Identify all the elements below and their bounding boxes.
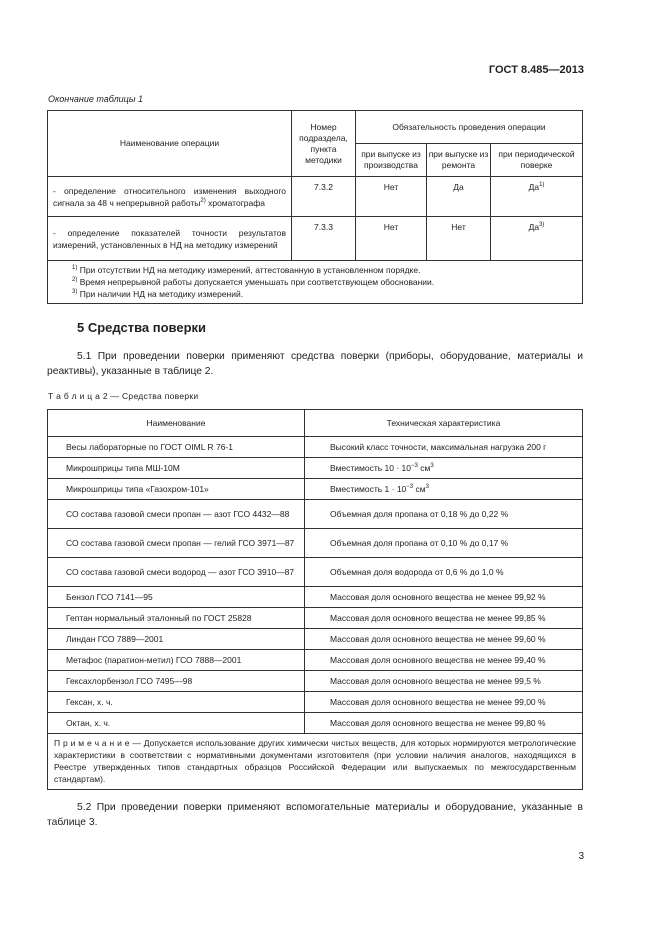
document-code: ГОСТ 8.485—2013: [488, 64, 584, 76]
table-row: [48, 500, 583, 529]
periodic-cell: $Да^{3)}$: [491, 217, 583, 261]
spec-cell: Массовая доля основного вещества не менее 99,85 %: [305, 608, 583, 629]
spec-cell: Массовая доля основного вещества не менее 99,00 %: [305, 692, 583, 713]
spec-cell: Объемная доля пропана от 0,18 % до 0,22 %: [305, 500, 583, 529]
table-row: [48, 587, 583, 608]
table-row: [48, 671, 583, 692]
header-operation: Наименование операции: [48, 111, 292, 177]
table-row: [48, 479, 583, 500]
table-1: [47, 110, 583, 304]
release-cell: Нет: [356, 217, 427, 261]
operation-cell: - определение показателей точности результатов измерений, установленных в НД на методику измерений: [48, 217, 292, 261]
footnote: $^{3)}$ При наличии НД на методику измерений.: [72, 289, 244, 299]
name-cell: СО состава газовой смеси водород — азот ГСО 3910—87: [48, 558, 305, 587]
header-spec: Техническая характеристика: [305, 410, 583, 437]
spec-cell: Объемная доля пропана от 0,10 % до 0,17 %: [305, 529, 583, 558]
spec-cell: Массовая доля основного вещества не менее 99,80 %: [305, 713, 583, 734]
paragraph-5-2: 5.2 При проведении поверки применяют вспомогательные материалы и оборудование, указанные в таблице 3.: [47, 802, 583, 828]
name-cell: Гептан нормальный эталонный по ГОСТ 25828: [48, 608, 305, 629]
table1-footnotes: [48, 261, 583, 304]
footnote: $^{2)}$ Время непрерывной работы допускается уменьшать при соответствующем обосновании.: [72, 277, 435, 287]
name-cell: Октан, х. ч.: [48, 713, 305, 734]
page-number: 3: [578, 851, 584, 862]
table-row: [48, 650, 583, 671]
repair-cell: Да: [427, 177, 491, 217]
periodic-cell: $Да^{1)}$: [491, 177, 583, 217]
table-row: [48, 458, 583, 479]
header-repair: при выпуске из ремонта: [427, 144, 491, 177]
operation-cell: - определение относительного изменения выходного сигнала за 48 ч непрерывной работы$^{2)}$ хроматографа: [48, 177, 292, 217]
table2-note: П р и м е ч а н и е — Допускается использование других химически чистых веществ, для которых нормируются метрологические характеристики в соответствии с нормативными документами изготовителя (при условии наличия аналогов, находящихся в Реестре утвержденных типов стандартных образцов Российской Федерации или выпускаемых по межгосударственным стандартам).: [48, 734, 583, 790]
header-obligation: Обязательность проведения операции: [356, 111, 583, 144]
spec-cell: Массовая доля основного вещества не менее 99,40 %: [305, 650, 583, 671]
header-name: Наименование: [48, 410, 305, 437]
table-row: [48, 692, 583, 713]
table-row: [48, 558, 583, 587]
table-row: [48, 713, 583, 734]
name-cell: Гексан, х. ч.: [48, 692, 305, 713]
name-cell: Весы лабораторные по ГОСТ OIML R 76-1: [48, 437, 305, 458]
release-cell: Нет: [356, 177, 427, 217]
name-cell: СО состава газовой смеси пропан — гелий ГСО 3971—87: [48, 529, 305, 558]
section-cell: 7.3.2: [292, 177, 356, 217]
header-periodic: при периодической поверке: [491, 144, 583, 177]
name-cell: Микрошприцы типа «Газохром-101»: [48, 479, 305, 500]
table-row: [48, 217, 583, 261]
section-cell: 7.3.3: [292, 217, 356, 261]
spec-cell: Массовая доля основного вещества не менее 99,92 %: [305, 587, 583, 608]
spec-cell: Вместимость $10 \cdot 10^{-3}$ $см^3$: [305, 458, 583, 479]
table2-caption: Т а б л и ц а 2 — Средства поверки: [48, 391, 199, 401]
table-row: [48, 529, 583, 558]
footnote: $^{1)}$ При отсутствии НД на методику измерений, аттестованную в установленном порядке.: [72, 265, 421, 275]
spec-cell: Массовая доля основного вещества не менее 99,5 %: [305, 671, 583, 692]
header-release: при выпуске из производства: [356, 144, 427, 177]
repair-cell: Нет: [427, 217, 491, 261]
table-row: [48, 629, 583, 650]
name-cell: Гексахлорбензол ГСО 7495—98: [48, 671, 305, 692]
section-title: 5 Средства поверки: [77, 320, 207, 335]
name-cell: СО состава газовой смеси пропан — азот ГСО 4432—88: [48, 500, 305, 529]
spec-cell: Вместимость $1 \cdot 10^{-3}$ $см^3$: [305, 479, 583, 500]
spec-cell: Массовая доля основного вещества не менее 99,60 %: [305, 629, 583, 650]
name-cell: Микрошприцы типа МШ-10М: [48, 458, 305, 479]
table-row: [48, 608, 583, 629]
table-2: [47, 409, 583, 790]
header-section: Номер подраздела, пункта методики: [292, 111, 356, 177]
name-cell: Бензол ГСО 7141—95: [48, 587, 305, 608]
spec-cell: Объемная доля водорода от 0,6 % до 1,0 %: [305, 558, 583, 587]
name-cell: Линдан ГСО 7889—2001: [48, 629, 305, 650]
paragraph-5-1: 5.1 При проведении поверки применяют средства поверки (приборы, оборудование, материалы и реактивы), указанные в таблице 2.: [47, 351, 583, 377]
table-row: [48, 437, 583, 458]
spec-cell: Высокий класс точности, максимальная нагрузка 200 г: [305, 437, 583, 458]
table-row: [48, 177, 583, 217]
name-cell: Метафос (паратион-метил) ГСО 7888—2001: [48, 650, 305, 671]
table1-caption: Окончание таблицы 1: [48, 94, 143, 104]
